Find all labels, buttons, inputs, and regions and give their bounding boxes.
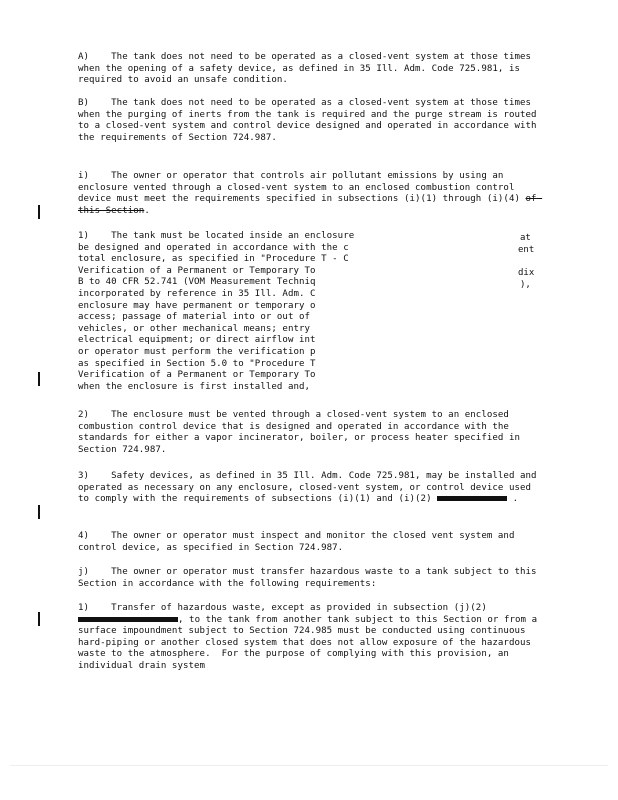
paragraph-j1-text: 1) Transfer of hazardous waste, except as provided in subsection (j)(2) xyxy=(78,603,493,613)
paragraph-i3-text: 3) Safety devices, as defined in 35 Ill. Adm. Code 725.981, may be installed and operated as necessary on any enclosure, closed-vent system, or control device used to comply with the requirements of subsections (i)(1) and (i)(2) xyxy=(78,471,543,505)
paragraph-j1 xyxy=(78,603,546,673)
paragraph-i2: 2) The enclosure must be vented through a closed-vent system to an enclosed combustion control device that is designed and operated in accordance with the standards for either a vapor incinerator, boiler, or process heater specified in Section 724.987. xyxy=(78,410,526,455)
paragraph-i3 xyxy=(78,471,546,506)
right-fragment: dix xyxy=(518,268,535,278)
paragraph-i-text: i) The owner or operator that controls air pollutant emissions by using an enclosure vented through a closed-vent system to an enclosed combustion control device must meet the requirements specified in subsections (i)(1) through (i)(4) xyxy=(78,171,526,205)
right-fragment: ), xyxy=(520,280,531,290)
paragraph-a: A) The tank does not need to be operated as a closed-vent system at those times when the opening of a safety device, as defined in 35 Ill. Adm. Code 725.981, is required to avoid an unsafe condition. xyxy=(78,52,537,86)
paragraph-b: B) The tank does not need to be operated as a closed-vent system at those times when the purging of inerts from the tank is required and the purge stream is routed to a closed-vent system and control device designed and operated in accordance with the requirements of Section 724.987. xyxy=(78,98,543,143)
paragraph-i-end: . xyxy=(144,205,150,216)
right-fragment: ent xyxy=(518,245,535,255)
change-bar xyxy=(38,205,40,219)
paragraph-j: j) The owner or operator must transfer hazardous waste to a tank subject to this Section in accordance with the following requirements: xyxy=(78,567,543,589)
paragraph-i3-end: . xyxy=(507,494,519,505)
page-edge xyxy=(10,765,608,766)
paragraph-i4: 4) The owner or operator must inspect and monitor the closed vent system and control device, as specified in Section 724.987. xyxy=(78,531,520,553)
right-fragment: at xyxy=(520,233,531,243)
paragraph-i1: 1) The tank must be located inside an enclosure be designed and operated in accordance with the c total enclosure, as specified in "Procedure T - C Verification of a Permanent or Temporary To B to 40 CFR 52.741 (VOM Measurement Techniq incorporated by reference in 35 Ill. Adm. C enclosure may have permanent or temporary o access; passage of material into or out of vehicles, or other mechanical means; entry electrical equipment; or direct airflow int or operator must perform the verification p as specified in Section 5.0 to "Procedure T Verification of a Permanent or Temporary To when the enclosure is first installed and, xyxy=(78,231,355,392)
change-bar xyxy=(38,505,40,519)
change-bar xyxy=(38,372,40,386)
redaction-mark xyxy=(437,496,507,501)
paragraph-j1-end: , to the tank from another tank subject to this Section or from a surface impoundment subject to Section 724.985 must be conducted using continuous hard-piping or another closed system that does not allow exposure of the hazardous waste to the atmosphere. For the purpose of complying with this provision, an individual drain system xyxy=(78,614,543,671)
redaction-mark xyxy=(78,617,178,622)
struck-text: of this Section xyxy=(78,194,543,216)
paragraph-i xyxy=(78,171,546,217)
change-bar xyxy=(38,612,40,626)
